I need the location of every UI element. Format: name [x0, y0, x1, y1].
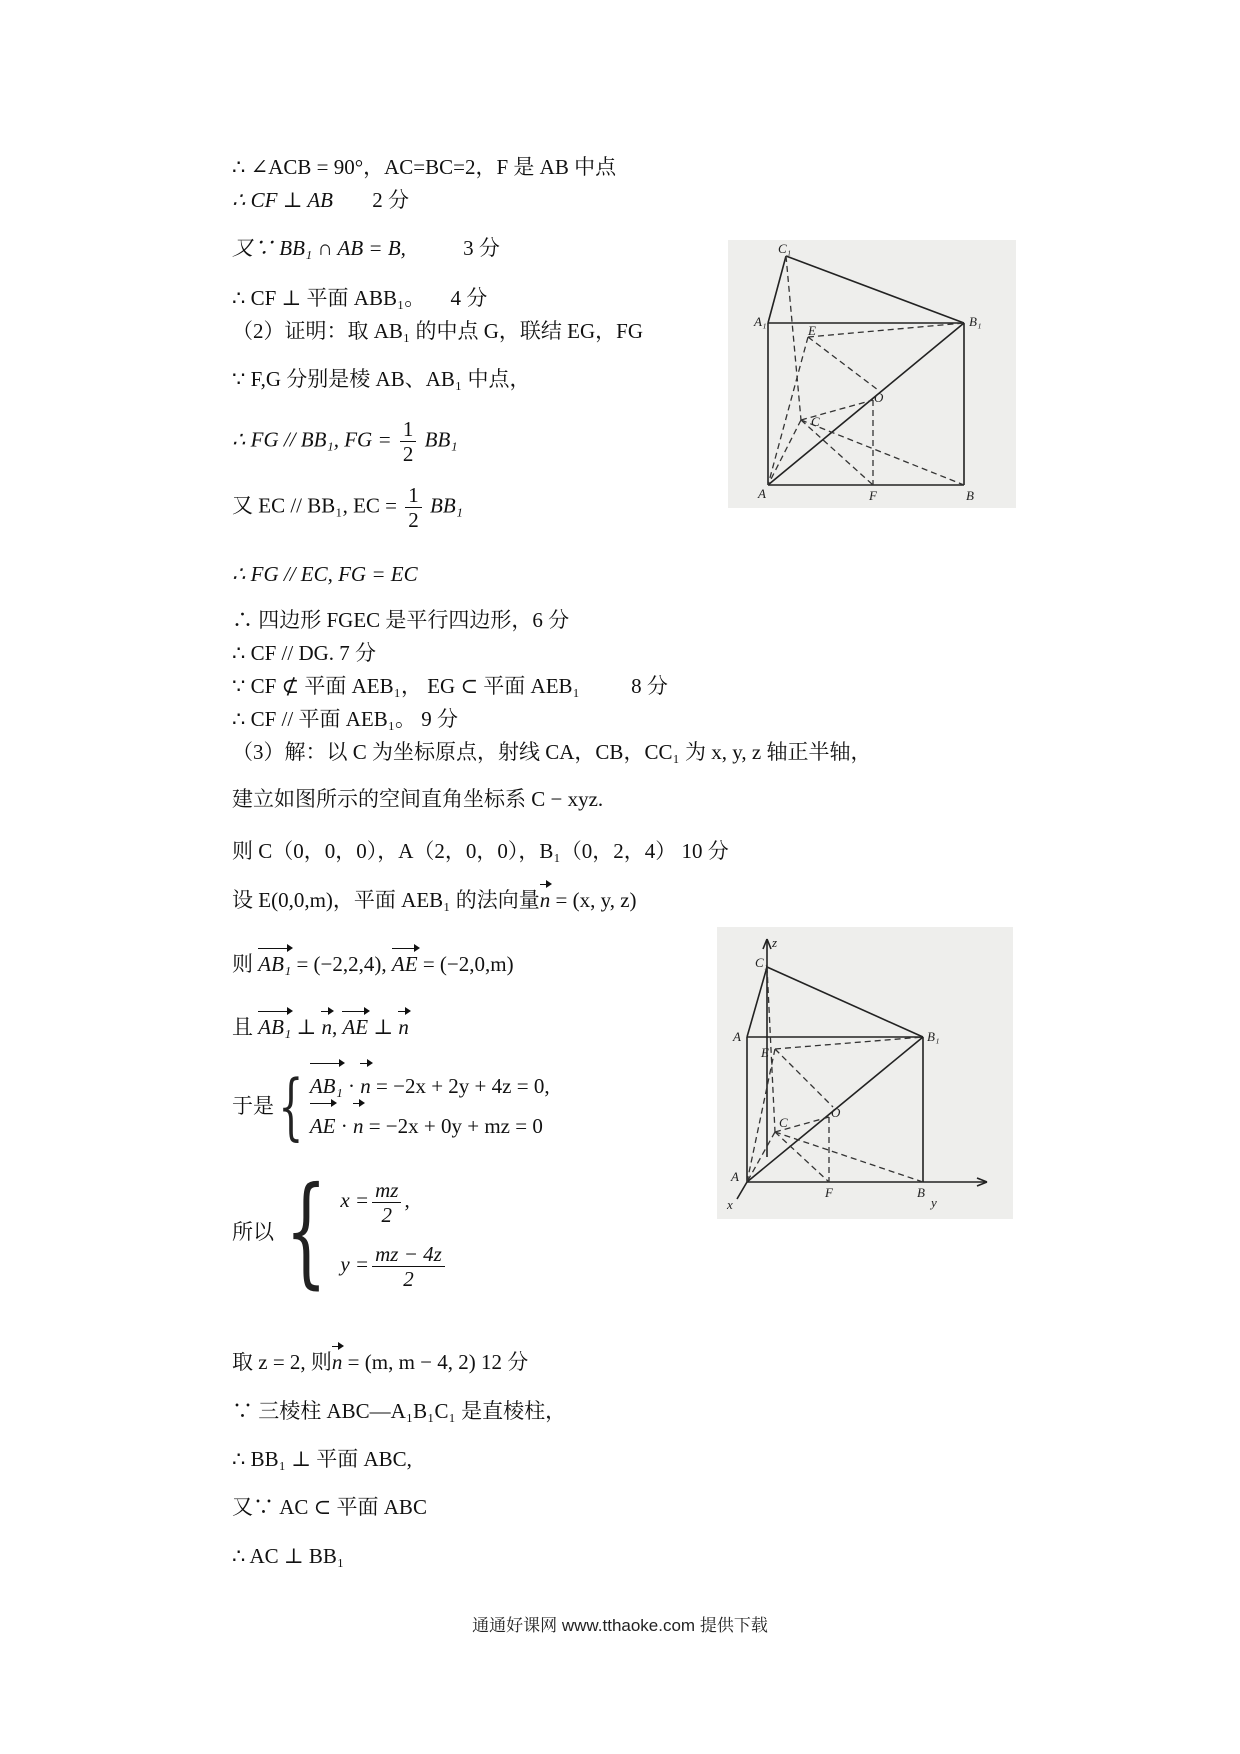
vector-n-2: n	[321, 1015, 332, 1039]
system-2-row-1: x = $\frac{mz}{2}$ ,	[340, 1177, 410, 1227]
edge-c-a	[768, 420, 801, 485]
line-18-pre: 则	[232, 952, 253, 976]
line-8	[232, 483, 463, 532]
line-8-post: BB₁	[430, 493, 463, 518]
line-7-post: BB₁	[424, 427, 458, 452]
label-c1: C₁	[778, 241, 792, 256]
line-2-score: 2 分	[372, 188, 409, 212]
edge-e-b1	[808, 323, 964, 337]
line-6: ∵ F,G 分别是棱 AB、AB₁ 中点，	[232, 367, 531, 391]
system-1-row-1: AB₁ · n = −2x + 2y + 4z = 0,	[310, 1066, 550, 1106]
vector-ae: AE	[391, 952, 418, 976]
frac-num-2: 1	[405, 483, 422, 508]
edge-e-g	[808, 337, 878, 390]
line-13: ∴ CF // 平面 AEB₁。 9 分	[232, 707, 459, 731]
edge-e-b1	[775, 1037, 923, 1049]
vector-n: n	[539, 888, 551, 912]
line-19: 且 AB₁ ⊥ n, AE ⊥ n	[232, 1015, 409, 1039]
line-7-pre: ∴ FG // BB₁, FG =	[232, 427, 392, 452]
line-21-pre: 所以	[232, 1220, 274, 1244]
line-7	[232, 417, 458, 466]
line-20	[232, 1066, 550, 1146]
label-b1: B₁	[969, 314, 982, 329]
line-4-math: ∴ CF ⊥ 平面 ABB₁。	[232, 286, 426, 310]
line-18	[232, 951, 514, 977]
label-o: O	[831, 1105, 841, 1120]
page-footer: 通通好课网 www.tthaoke.com 提供下载	[472, 1616, 768, 1635]
line-15: 建立如图所示的空间直角坐标系 C − xyz.	[232, 787, 604, 811]
vector-ae-2: AE	[342, 1015, 369, 1039]
label-a1: A₁	[754, 314, 767, 329]
line-22-pre: 取 z = 2, 则	[232, 1350, 332, 1374]
line-12	[232, 673, 668, 699]
brace-1: {	[278, 1064, 304, 1148]
line-18-mid: = (−2,2,4),	[296, 952, 387, 976]
edge-c-f	[775, 1132, 829, 1182]
fraction-one-half-2	[405, 483, 422, 532]
label-c: C	[811, 414, 820, 429]
label-y: y	[931, 1195, 937, 1210]
line-18-post: = (−2,0,m)	[422, 952, 514, 976]
label-b1: B₁	[927, 1029, 940, 1044]
frac-num: 1	[400, 417, 417, 442]
edge-c1-b1	[767, 967, 923, 1037]
label-b: B	[966, 488, 974, 503]
edge-c1-b1	[786, 256, 964, 323]
line-2-math: ∴ CF ⊥ AB	[232, 188, 333, 212]
edge-c-a	[747, 1132, 775, 1182]
vector-ab1-2: AB₁	[258, 1015, 292, 1039]
line-10: ∴ 四边形 FGEC 是平行四边形，6 分	[232, 608, 570, 632]
label-e: E	[761, 1045, 769, 1060]
line-22-post: = (m, m − 4, 2) 12 分	[347, 1350, 529, 1374]
prism-figure-1-svg	[728, 240, 1016, 508]
edge-c1-a1	[747, 967, 767, 1037]
edge-e-g	[775, 1049, 833, 1107]
edge-c1-c	[786, 256, 801, 420]
line-12-a: ∵ CF ⊄ 平面 AEB₁，	[232, 674, 422, 698]
edge-c-b	[801, 420, 964, 485]
line-25: 又∵ AC ⊂ 平面 ABC	[232, 1495, 427, 1519]
line-17	[232, 887, 637, 913]
line-9: ∴ FG // EC, FG = EC	[232, 562, 418, 586]
line-26: ∴ AC ⊥ BB₁	[232, 1544, 345, 1568]
label-x: x	[727, 1197, 733, 1212]
line-21	[232, 1162, 448, 1301]
line-1: ∴ ∠ACB = 90°，AC=BC=2，F 是 AB 中点	[232, 155, 617, 179]
vector-ab1: AB₁	[258, 952, 292, 976]
line-20-pre: 于是	[232, 1094, 274, 1118]
frac-den: 2	[402, 442, 414, 466]
line-17-pre: 设 E(0,0,m)，平面 AEB₁ 的法向量	[232, 888, 540, 912]
vector-n-4: n	[331, 1350, 343, 1374]
vector-n-3: n	[398, 1015, 409, 1039]
line-11: ∴ CF // DG. 7 分	[232, 641, 377, 665]
line-3-math: 又∵ BB₁ ∩ AB = B,	[232, 236, 406, 260]
prism-figure-1	[728, 240, 1016, 508]
line-8-pre: 又 EC // BB₁, EC =	[232, 493, 398, 518]
line-2	[232, 187, 409, 213]
label-c1: C₁	[755, 955, 769, 970]
label-a: A	[731, 1169, 739, 1184]
system-1	[310, 1066, 550, 1146]
prism-figure-2	[717, 927, 1013, 1219]
fraction-one-half	[400, 417, 417, 466]
line-23: ∵ 三棱柱 ABC—A₁B₁C₁ 是直棱柱，	[232, 1399, 567, 1423]
frac-den-2: 2	[408, 508, 419, 532]
edge-a-b1	[768, 323, 964, 485]
line-16: 则 C（0，0，0），A（2，0，0），B₁（0，2，4） 10 分	[232, 839, 729, 863]
line-4-score: 4 分	[450, 286, 488, 310]
system-2-row-2: y = $\frac{mz - 4z}{2}$	[340, 1232, 447, 1296]
line-12-score: 8 分	[631, 674, 668, 698]
label-c: C	[779, 1115, 788, 1130]
edge-c-b	[775, 1132, 923, 1182]
label-f: F	[869, 488, 877, 503]
line-24: ∴ BB₁ ⊥ 平面 ABC,	[232, 1447, 412, 1471]
line-5: （2）证明：取 AB₁ 的中点 G，联结 EG，FG	[232, 319, 643, 343]
system-2	[340, 1168, 447, 1296]
line-22	[232, 1349, 528, 1375]
brace-2: {	[285, 1162, 328, 1301]
label-a: A	[758, 486, 766, 501]
label-b: B	[917, 1185, 925, 1200]
line-4	[232, 285, 487, 311]
edge-c-f	[801, 420, 873, 485]
line-3	[232, 235, 500, 261]
prism-figure-2-svg	[717, 927, 1013, 1219]
edge-c1-a1	[768, 256, 786, 323]
line-12-b: EG ⊂ 平面 AEB₁	[427, 674, 580, 698]
edge-e-a	[768, 337, 808, 485]
label-a1: A	[733, 1029, 741, 1044]
label-o: O	[874, 390, 884, 405]
line-3-score: 3 分	[463, 236, 500, 260]
line-17-post: = (x, y, z)	[555, 888, 637, 912]
line-19-pre: 且	[232, 1015, 253, 1039]
label-z: z	[772, 935, 778, 950]
label-e: E	[808, 323, 816, 338]
system-1-row-2: AE · n = −2x + 0y + mz = 0	[310, 1106, 550, 1146]
line-14: （3）解：以 C 为坐标原点，射线 CA，CB，CC₁ 为 x, y, z 轴正半轴，	[232, 740, 872, 764]
axis-x	[737, 1182, 747, 1199]
label-f: F	[825, 1185, 833, 1200]
